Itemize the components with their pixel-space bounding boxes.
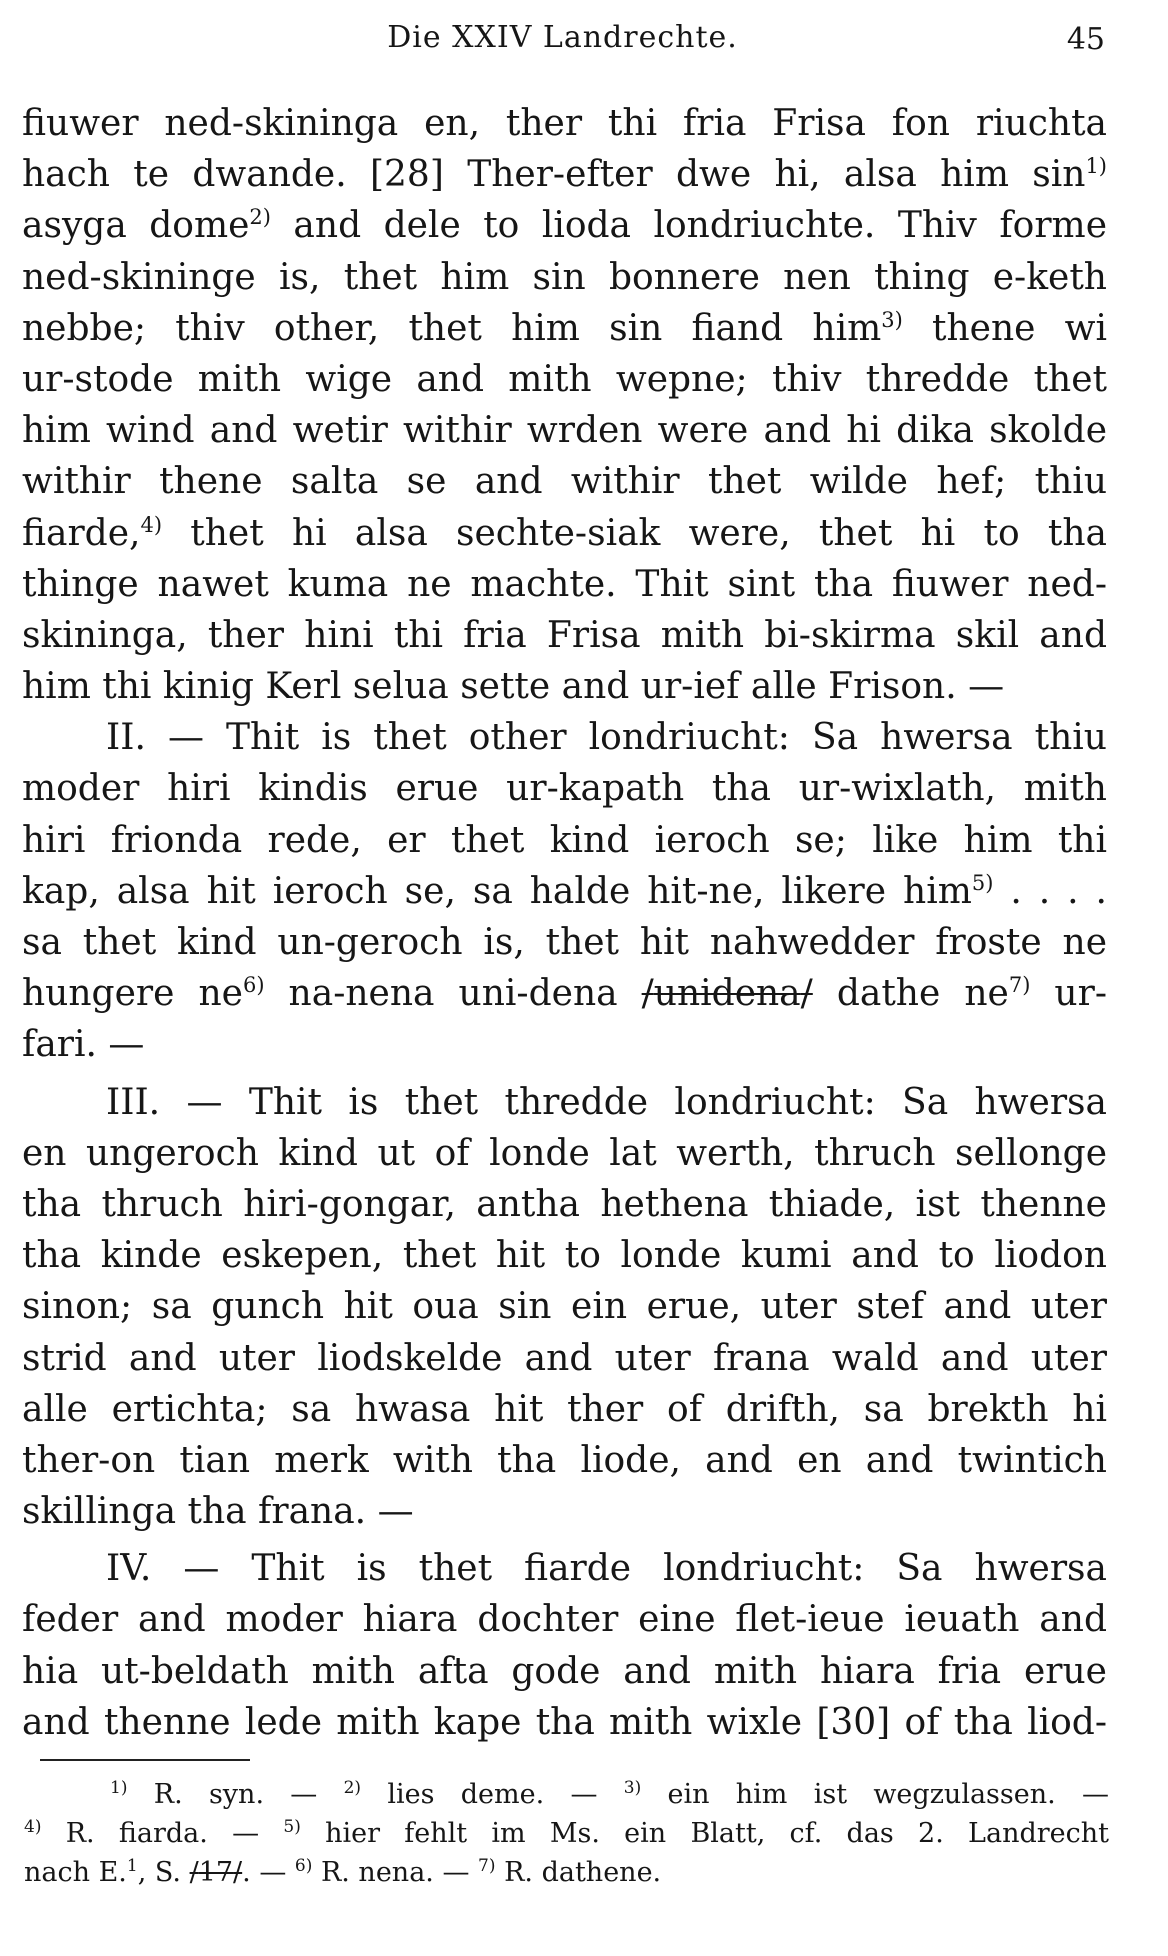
section-heading-line: III. — Thit is thet thredde londriucht: Sa hwersa	[106, 1081, 1107, 1123]
footnote-ref: 2)	[249, 205, 271, 230]
text-line: ned-skininge is, thet him sin bonnere nen thing e-keth	[22, 256, 1107, 298]
text-line: moder hiri kindis erue ur-kapath tha ur-wixlath, mith	[22, 768, 1107, 810]
text-line: fiuwer ned-skininga en, ther thi fria Frisa fon riuchta	[22, 103, 1107, 144]
text-line: en ungeroch kind ut of londe lat werth, thruch sellonge	[22, 1132, 1107, 1174]
text-line: withir thene salta se and withir thet wilde hef; thiu	[22, 461, 1107, 503]
footnote-ref: 1)	[1085, 154, 1107, 179]
text-line: skillinga tha frana. —	[22, 1491, 414, 1533]
footnote-ref: 4)	[140, 512, 163, 537]
text-line: asyga dome$^{2)}$ and dele to lioda londriuchte. Thiv forme	[22, 205, 1107, 247]
struck-word: / unidena /	[642, 973, 813, 1014]
page-header	[20, 18, 1105, 58]
text-line: tha thruch hiri-gongar, antha hethena thiade, ist thenne	[22, 1183, 1107, 1225]
footnote-ref: 5)	[971, 870, 994, 895]
text-line: tha kinde eskepen, thet hit to londe kumi and to liodon	[22, 1235, 1107, 1277]
text-line: hungere $ne^{6)}$ na-nena uni-dena / unidena / dathe $ne^{7)}$ ur-	[22, 968, 1107, 1019]
text-line: him thi kinig Kerl selua sette and ur-ief alle Frison. —	[22, 666, 1005, 708]
main-text	[22, 98, 1107, 1748]
text-line: sinon; sa gunch hit oua sin ein erue, uter stef and uter	[22, 1286, 1107, 1328]
text-line: and thenne lede mith kape tha mith wixle [30] of tha liod-	[22, 1701, 1107, 1743]
section-heading-line: IV. — Thit is thet fiarde londriucht: Sa hwersa	[106, 1548, 1107, 1590]
text-line: hach te dwande. [28] Ther-efter dwe hi, alsa him $\sin^{1)}$	[22, 154, 1107, 196]
text-line: hiri frionda rede, er thet kind ieroch se; like him thi	[22, 819, 1107, 861]
footnote-ref: 3)	[881, 307, 903, 332]
footnote-rule	[40, 1759, 250, 1761]
footnote-line: $^{1)}$ R. syn. — $^{2)}$ lies deme. — $^{3)}$ ein him ist wegzulassen. —	[110, 1778, 1109, 1810]
text-line: skininga, ther hini thi fria Frisa mith bi-skirma skil and	[22, 614, 1107, 656]
text-line: fiarde,$^{4)}$ thet hi alsa sechte-siak were, thet hi to tha	[22, 512, 1107, 554]
text-line: fari. —	[22, 1024, 145, 1066]
text-line: thinge nawet kuma ne machte. Thit sint tha fiuwer ned-	[22, 563, 1107, 605]
text-line: ther-on tian merk with tha liode, and en and twintich	[22, 1439, 1107, 1481]
text-line: nebbe; thiv other, thet him sin fiand him$^{3)}$ thene wi	[22, 307, 1107, 349]
text-line: strid and uter liodskelde and uter frana wald and uter	[22, 1337, 1107, 1379]
struck-page-number: / 17 /	[190, 1857, 243, 1888]
running-title: Die XXIV Landrechte.	[387, 20, 738, 55]
footnote-line: nach E.$^1$, S. / 17 / . — $^{6)}$ R. nena. — $^{7)}$ R. dathene.	[24, 1853, 1109, 1892]
section-heading-line: II. — Thit is thet other londriucht: Sa hwersa thiu	[106, 717, 1107, 759]
text-line: kap, alsa hit ieroch se, sa halde hit-ne, likere him$^{5)}$ . . . .	[22, 870, 1108, 912]
text-line: him wind and wetir withir wrden were and hi dika skolde	[22, 410, 1107, 452]
footnote-line: $^{4)}$ R. fiarda. — $^{5)}$ hier fehlt im Ms. ein Blatt, cf. das 2. Landrecht	[24, 1817, 1109, 1849]
footnote-ref: 7)	[1008, 973, 1031, 998]
text-line: sa thet kind un-geroch is, thet hit nahwedder froste ne	[22, 922, 1107, 963]
text-line: feder and moder hiara dochter eine flet-ieue ieuath and	[22, 1599, 1107, 1641]
footnotes	[24, 1775, 1109, 1892]
page-number: 45	[1066, 22, 1105, 57]
footnote-ref: 6)	[242, 973, 265, 998]
text-line: ur-stode mith wige and mith wepne; thiv thredde thet	[22, 358, 1107, 400]
text-line: hia ut-beldath mith afta gode and mith hiara fria erue	[22, 1650, 1107, 1692]
text-line: alle ertichta; sa hwasa hit ther of drifth, sa brekth hi	[22, 1388, 1107, 1430]
